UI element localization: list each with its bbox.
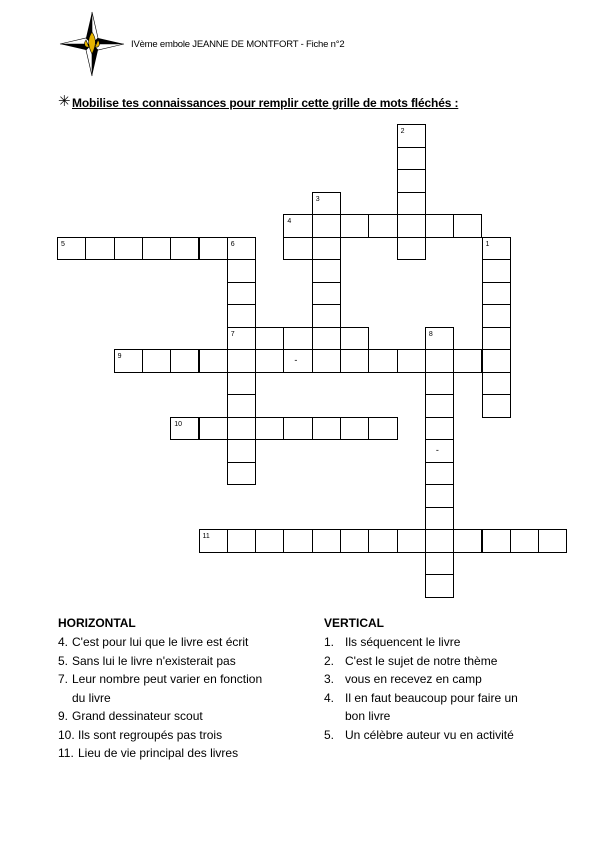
crossword-cell[interactable] — [283, 237, 312, 261]
crossword-cell[interactable] — [482, 394, 511, 418]
crossword-cell[interactable] — [453, 349, 482, 373]
crossword-cell[interactable] — [397, 124, 426, 148]
clue-item: 4. Il en faut beaucoup pour faire un — [324, 690, 518, 705]
crossword-cell[interactable] — [283, 327, 312, 351]
crossword-cell[interactable] — [227, 417, 256, 441]
crossword-cell[interactable] — [199, 349, 228, 373]
clue-item: du livre — [72, 690, 111, 705]
clue-item: 5. Sans lui le livre n'existerait pas — [58, 653, 236, 668]
crossword-cell[interactable] — [368, 529, 397, 553]
crossword-cell[interactable] — [368, 214, 397, 238]
word-separator: - — [435, 445, 439, 455]
crossword-cell[interactable] — [312, 282, 341, 306]
crossword-cell[interactable] — [340, 327, 369, 351]
clue-number: 4 — [287, 218, 292, 225]
crossword-cell[interactable] — [425, 214, 454, 238]
crossword-cell[interactable] — [397, 237, 426, 261]
clue-item: 2. C'est le sujet de notre thème — [324, 653, 498, 668]
crossword-cell[interactable] — [510, 529, 539, 553]
clue-number: 3 — [315, 195, 320, 203]
crossword-cell[interactable] — [368, 349, 397, 373]
crossword-cell[interactable] — [170, 237, 199, 261]
crossword-cell[interactable] — [227, 327, 256, 351]
crossword-cell[interactable] — [142, 349, 171, 373]
crossword-cell[interactable] — [453, 214, 482, 238]
crossword-cell[interactable] — [538, 529, 567, 553]
crossword-cell[interactable] — [425, 327, 454, 351]
crossword-cell[interactable] — [340, 417, 369, 441]
crossword-cell[interactable] — [227, 372, 256, 396]
clue-item: 4. C'est pour lui que le livre est écrit — [58, 635, 249, 649]
clue-number: 9 — [117, 353, 122, 360]
crossword-cell[interactable] — [482, 349, 511, 373]
crossword-cell[interactable] — [283, 529, 312, 553]
crossword-cell[interactable] — [425, 484, 454, 508]
crossword-cell[interactable] — [227, 349, 256, 373]
crossword-cell[interactable] — [425, 394, 454, 418]
clue-item: 3. vous en recevez en camp — [324, 672, 482, 686]
crossword-cell[interactable] — [255, 327, 284, 351]
crossword-cell[interactable] — [227, 259, 256, 283]
crossword-cell[interactable] — [368, 417, 397, 441]
crossword-cell[interactable] — [482, 282, 511, 306]
clue-number: 5 — [61, 240, 65, 248]
clue-number: 10 — [174, 420, 182, 428]
crossword-cell[interactable] — [397, 529, 426, 553]
crossword-cell[interactable] — [283, 349, 312, 373]
instruction-text: Mobilise tes connaissances pour remplir cette grille de mots fléchés : — [72, 96, 459, 110]
vertical-heading: VERTICAL — [324, 616, 384, 630]
crossword-cell[interactable] — [425, 462, 454, 486]
crossword-cell[interactable] — [312, 417, 341, 441]
crossword-cell[interactable] — [199, 237, 228, 261]
crossword-cell[interactable] — [425, 417, 454, 441]
crossword-cell[interactable] — [397, 192, 426, 216]
crossword-cell[interactable] — [199, 529, 228, 553]
clue-item: 11. Lieu de vie principal des livres — [58, 746, 239, 760]
crossword-cell[interactable] — [114, 349, 143, 373]
clue-number: 2 — [400, 128, 405, 135]
crossword-cell[interactable] — [482, 304, 511, 328]
crossword-cell[interactable] — [312, 214, 341, 238]
crossword-cell[interactable] — [227, 439, 256, 463]
clue-item: 10. Ils sont regroupés pas trois — [58, 727, 223, 742]
crossword-cell[interactable] — [227, 304, 256, 328]
crossword-cell[interactable] — [255, 417, 284, 441]
clue-item: 7. Leur nombre peut varier en fonction — [58, 672, 263, 686]
crossword-cell[interactable] — [425, 439, 454, 463]
clue-number: 6 — [230, 240, 235, 248]
crossword-cell[interactable] — [425, 552, 454, 576]
crossword-cell[interactable] — [199, 417, 228, 441]
clue-number: 7 — [230, 330, 235, 338]
crossword-cell[interactable] — [312, 529, 341, 553]
crossword-cell[interactable] — [312, 304, 341, 328]
crossword-cell[interactable] — [227, 462, 256, 486]
crossword-cell[interactable] — [453, 529, 482, 553]
crossword-cell[interactable] — [114, 237, 143, 261]
crossword-cell[interactable] — [425, 574, 454, 598]
clue-number: 8 — [428, 330, 433, 338]
crossword-cell[interactable] — [482, 237, 511, 261]
crossword-cell[interactable] — [283, 214, 312, 238]
horizontal-heading: HORIZONTAL — [58, 616, 136, 630]
crossword-cell[interactable] — [425, 507, 454, 531]
crossword-cell[interactable] — [142, 237, 171, 261]
crossword-cell[interactable] — [283, 417, 312, 441]
crossword-cell[interactable] — [482, 372, 511, 396]
horizontal-clue-list — [58, 633, 298, 763]
clue-item: bon livre — [345, 709, 391, 723]
crossword-cell[interactable] — [57, 237, 86, 261]
crossword-cell[interactable] — [255, 349, 284, 373]
bullet-icon: ✳ — [58, 93, 71, 110]
crossword-cell[interactable] — [340, 529, 369, 553]
crossword-cell[interactable] — [482, 327, 511, 351]
header-title: IVème embole JEANNE DE MONTFORT - Fiche n°2 — [131, 39, 345, 50]
crossword-cell[interactable] — [340, 349, 369, 373]
crossword-cell[interactable] — [227, 529, 256, 553]
crossword-cell[interactable] — [340, 214, 369, 238]
crossword-cell[interactable] — [312, 192, 341, 216]
crossword-cell[interactable] — [482, 259, 511, 283]
crossword-cell[interactable] — [227, 237, 256, 261]
word-separator: - — [294, 355, 298, 365]
clue-item: 9. Grand dessinateur scout — [58, 709, 203, 723]
clue-item: 1. Ils séquencent le livre — [324, 635, 461, 649]
crossword-cell[interactable] — [312, 259, 341, 283]
crossword-cell[interactable] — [85, 237, 114, 261]
crossword-cell[interactable] — [397, 169, 426, 193]
crossword-cell[interactable] — [227, 282, 256, 306]
crossword-cell[interactable] — [312, 349, 341, 373]
crossword-cell[interactable] — [312, 237, 341, 261]
vertical-clue-list — [324, 633, 554, 744]
crossword-cell[interactable] — [425, 349, 454, 373]
crossword-cell[interactable] — [227, 394, 256, 418]
clue-number: 1 — [485, 240, 490, 248]
crossword-cell[interactable] — [170, 417, 199, 441]
crossword-cell[interactable] — [397, 349, 426, 373]
crossword-cell[interactable] — [397, 214, 426, 238]
clue-item: 5. Un célèbre auteur vu en activité — [324, 727, 514, 742]
crossword-cell[interactable] — [170, 349, 199, 373]
crossword-cell[interactable] — [312, 327, 341, 351]
crossword-cell[interactable] — [425, 529, 454, 553]
crossword-cell[interactable] — [397, 147, 426, 171]
crossword-cell[interactable] — [425, 372, 454, 396]
clue-number: 11 — [202, 533, 210, 540]
crossword-cell[interactable] — [255, 529, 284, 553]
crossword-cell[interactable] — [482, 529, 511, 553]
